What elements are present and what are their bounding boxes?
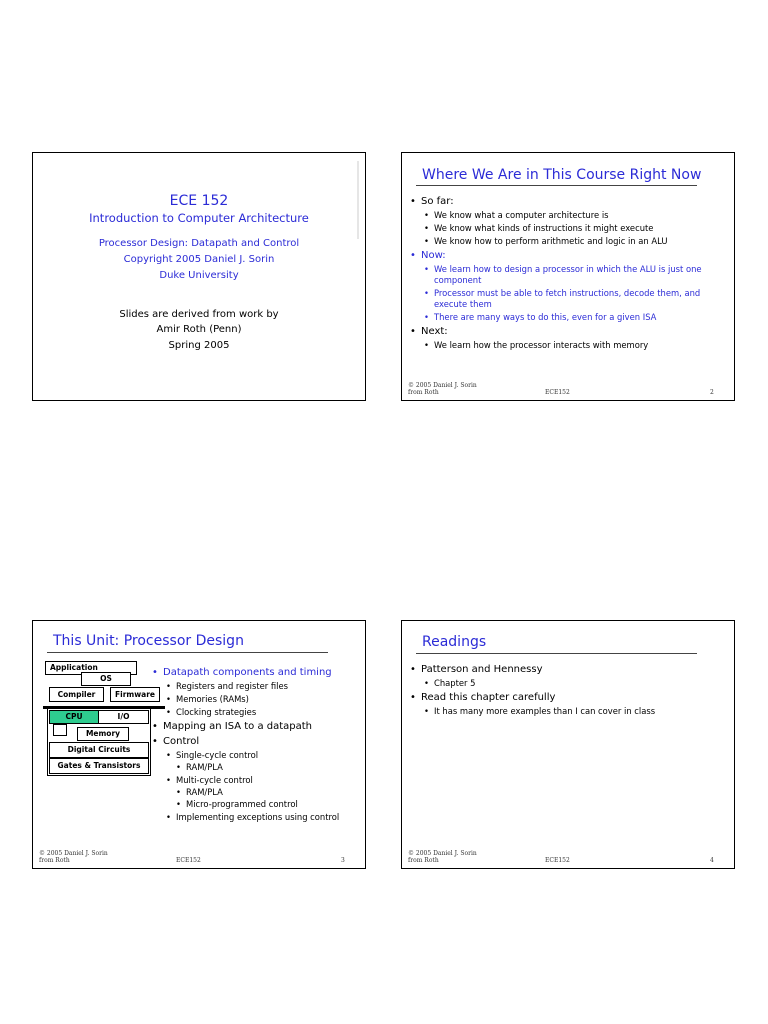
- list-item: • Processor must be able to fetch instructions, decode them, and execute them: [408, 288, 726, 310]
- slide-3: [32, 620, 366, 869]
- list-item: • Implementing exceptions using control: [150, 812, 364, 823]
- course-title: ECE 152: [169, 193, 229, 209]
- list-item: • RAM/PLA: [150, 787, 364, 798]
- list-item: • Registers and register files: [150, 681, 364, 692]
- footer-source: from Roth: [39, 857, 70, 864]
- bullet-list: [408, 661, 726, 717]
- slide-2: [401, 152, 735, 401]
- slide-1: [32, 152, 366, 401]
- course-subtitle: Introduction to Computer Architecture: [89, 211, 309, 225]
- list-item: • We know how to perform arithmetic and logic in an ALU: [408, 236, 726, 247]
- list-item: • Memories (RAMs): [150, 694, 364, 705]
- slide-footer: [408, 850, 728, 864]
- title-rule: [47, 652, 328, 653]
- slide-title: This Unit: Processor Design: [53, 633, 244, 649]
- slide-title: Readings: [422, 634, 487, 650]
- page-number: 3: [341, 857, 345, 864]
- credit-line-1: Slides are derived from work by: [119, 309, 279, 320]
- application-layer: Application: [45, 661, 137, 675]
- list-item: • There are many ways to do this, even for a given ISA: [408, 312, 726, 323]
- hardware-outline: [47, 708, 151, 776]
- list-item: • It has many more examples than I can cover in class: [408, 706, 726, 717]
- page-number: 2: [710, 389, 714, 396]
- footer-copyright: © 2005 Daniel J. Sorin: [408, 382, 477, 389]
- bullet-now: • Now:: [408, 250, 726, 262]
- slide-footer: [408, 382, 728, 396]
- compiler-layer: Compiler: [49, 687, 104, 702]
- university-line: Duke University: [159, 270, 239, 281]
- credit-line-3: Spring 2005: [168, 340, 230, 351]
- slide-footer: [39, 850, 359, 864]
- title-rule: [416, 653, 697, 654]
- page-number: 4: [710, 857, 714, 864]
- bullet-mapping: • Mapping an ISA to a datapath: [150, 721, 364, 733]
- list-item: • We learn how to design a processor in which the ALU is just one component: [408, 264, 726, 286]
- footer-course: ECE152: [545, 857, 570, 864]
- list-item: • RAM/PLA: [150, 762, 364, 773]
- credit-line-2: Amir Roth (Penn): [156, 324, 242, 335]
- slide-4: [401, 620, 735, 869]
- copyright-line: Copyright 2005 Daniel J. Sorin: [123, 254, 275, 265]
- bullet-next: • Next:: [408, 326, 726, 338]
- bullet-control: • Control: [150, 736, 364, 748]
- gates-transistors-layer: Gates & Transistors: [49, 758, 149, 774]
- footer-course: ECE152: [545, 389, 570, 396]
- footer-source: from Roth: [408, 389, 439, 396]
- list-item: • Micro-programmed control: [150, 799, 364, 810]
- footer-source: from Roth: [408, 857, 439, 864]
- list-item: • Chapter 5: [408, 678, 726, 689]
- list-item: • We know what kinds of instructions it might execute: [408, 223, 726, 234]
- bullet-datapath: • Datapath components and timing: [150, 667, 364, 679]
- list-item: • Multi-cycle control: [150, 775, 364, 786]
- cpu-block: CPU: [49, 710, 99, 724]
- list-item: • Clocking strategies: [150, 707, 364, 718]
- io-block: I/O: [99, 710, 149, 724]
- title-rule: [416, 185, 697, 186]
- bullet-read-chapter: • Read this chapter carefully: [408, 692, 726, 704]
- bullet-textbook: • Patterson and Hennessy: [408, 664, 726, 676]
- footer-course: ECE152: [176, 857, 201, 864]
- bullet-list: [150, 664, 364, 823]
- footer-copyright: © 2005 Daniel J. Sorin: [408, 850, 477, 857]
- list-item: • We know what a computer architecture is: [408, 210, 726, 221]
- list-item: • We learn how the processor interacts with memory: [408, 340, 726, 351]
- firmware-layer: Firmware: [110, 687, 160, 702]
- memory-block: Memory: [77, 727, 129, 741]
- footer-copyright: © 2005 Daniel J. Sorin: [39, 850, 108, 857]
- slide-title: Where We Are in This Course Right Now: [422, 167, 702, 183]
- digital-circuits-layer: Digital Circuits: [49, 742, 149, 758]
- system-stack-diagram: [43, 661, 163, 781]
- bullet-list: [408, 193, 726, 351]
- bullet-so-far: • So far:: [408, 196, 726, 208]
- os-layer: OS: [81, 672, 131, 686]
- list-item: • Single-cycle control: [150, 750, 364, 761]
- topic-line: Processor Design: Datapath and Control: [98, 238, 300, 249]
